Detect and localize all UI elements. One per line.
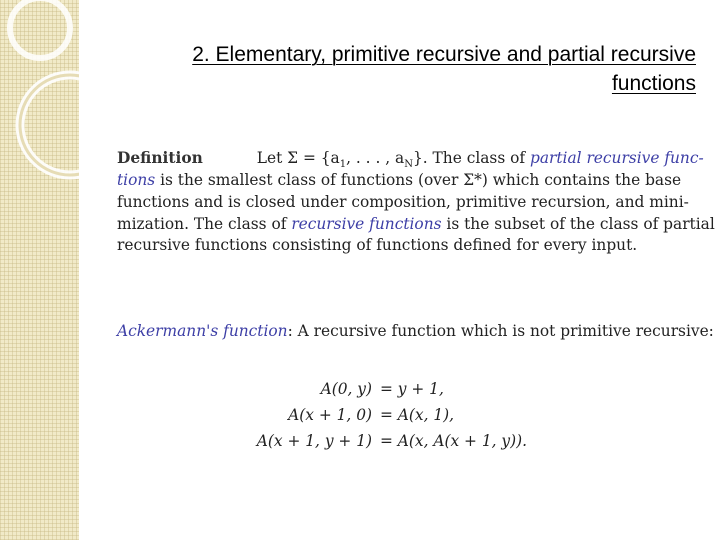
- slide-title-line-1: 2. Elementary, primitive recursive and partial recursive: [192, 43, 696, 66]
- definition-text-1b: , . . . , a: [346, 149, 405, 167]
- equation-1-rhs: = y + 1,: [380, 380, 444, 398]
- definition-line-3: functions and is closed under composition, primitive recursion, and mini-: [117, 193, 689, 211]
- definition-line-4: [117, 214, 715, 234]
- slide-title-line-2: functions: [611, 72, 696, 95]
- ackermann-description: : A recursive function which is not primitive recursive:: [287, 322, 714, 340]
- subscript-n: N: [404, 159, 413, 171]
- subscript-1: 1: [339, 159, 347, 171]
- equation-2-rhs: = A(x, 1),: [380, 406, 455, 424]
- slide-title: [110, 40, 696, 98]
- definition-text-2: is the smallest class of functions (over Σ*) which contains the base: [155, 171, 682, 189]
- definition-term: Definition: [117, 149, 203, 167]
- equation-3-rhs: = A(x, A(x + 1, y)).: [380, 432, 528, 450]
- definition-line-5: recursive functions consisting of functions defined for every input.: [117, 236, 638, 254]
- definition-text-1a: Let Σ = {a: [256, 149, 340, 167]
- decorative-side-strip: [0, 0, 79, 540]
- definition-line-2: [117, 170, 681, 190]
- equation-3-lhs: A(x + 1, y + 1): [256, 432, 372, 450]
- recursive-functions-link: recursive functions: [291, 215, 442, 233]
- definition-text-4a: mization. The class of: [117, 215, 292, 233]
- definition-text-4b: is the subset of the class of partial: [441, 215, 715, 233]
- ornament-circles: [0, 0, 79, 200]
- definition-text-1c: }. The class of: [412, 149, 530, 167]
- ackermann-intro: [117, 321, 714, 341]
- partial-recursive-link-1: partial recursive func-: [529, 149, 704, 167]
- ackermann-function-name: Ackermann's function: [117, 322, 288, 340]
- partial-recursive-link-2: tions: [117, 171, 156, 189]
- equation-2-lhs: A(x + 1, 0): [288, 406, 372, 424]
- equation-1-lhs: A(0, y): [320, 380, 372, 398]
